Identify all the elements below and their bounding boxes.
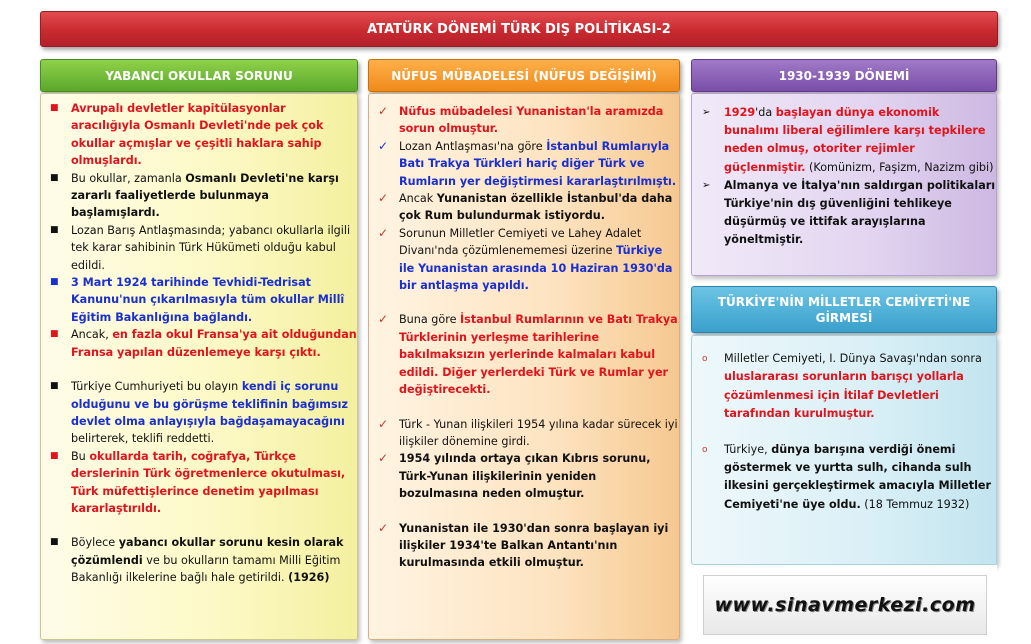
logo-box — [691, 565, 997, 644]
item-text: Buna göre — [399, 313, 461, 327]
list-item — [692, 177, 996, 250]
item-text: ve bu okulların tamamı Milli Eğitim Bakanlığı ilkelerine bağlı hale getirildi. — [71, 553, 341, 585]
list-foreign-schools — [41, 100, 357, 587]
item-text: 1929 — [724, 106, 756, 119]
item-text: belirterek, teklifi reddetti. — [71, 432, 215, 446]
list-item — [369, 190, 679, 225]
panel-population-exchange — [368, 93, 680, 640]
list-item — [369, 103, 679, 138]
item-text: en fazla okul Fransa'ya ait olduğundan Fransa yapılan düzenlemeye karşı çıktı. — [71, 328, 357, 359]
bullet-icon: ✓ — [378, 104, 389, 118]
header-1930-1939: 1930-1939 DÖNEMİ — [691, 59, 997, 92]
list-population-exchange — [369, 103, 679, 572]
item-text: (1926) — [288, 571, 330, 585]
item-text: okullarda tarih, coğrafya, Türkçe derslerinin Türk öğretmenlerce okutulması, Türk müfettişlerince denetim yapılması kararlaştırıldı. — [71, 449, 346, 515]
item-text: Osmanlı Devleti'ne karşı zararlı faaliyetlerde bulunmaya başlamışlardı. — [71, 171, 339, 220]
page-title: ATATÜRK DÖNEMİ TÜRK DIŞ POLİTİKASI-2 — [40, 11, 998, 47]
list-item — [41, 100, 357, 170]
item-text: Almanya ve İtalya'nın saldırgan politikaları Türkiye'nin dış güvenliğini tehlikeye düşürmüş ve ittifak arayışlarına yöneltmiştir. — [724, 178, 996, 247]
bullet-icon: ✓ — [378, 225, 389, 240]
list-item — [369, 138, 679, 190]
panel-foreign-schools — [40, 93, 358, 640]
item-text: başlayan dünya ekonomik bunalımı liberal eğilimlere karşı tepkilere neden olmuş, otoriter rejimler güçlenmiştir. — [724, 106, 986, 174]
bullet-icon: ■ — [50, 277, 59, 288]
bullet-icon: ■ — [50, 537, 59, 548]
item-text: Avrupalı devletler kapitülasyonlar aracılığıyla Osmanlı Devleti'nde pek çok okullar açmışlar ve çeşitli haklara sahip olmuşlardı. — [71, 102, 324, 168]
bullet-icon: ■ — [50, 329, 59, 340]
bullet-icon: ✓ — [378, 191, 389, 206]
item-text: Türk - Yunan ilişkileri 1954 yılına kadar sürecek iyi ilişkiler dönemine girdi. — [399, 417, 678, 448]
list-league-of-nations — [692, 350, 996, 514]
list-item — [692, 104, 996, 177]
bullet-icon: ■ — [50, 103, 59, 113]
item-text: (18 Temmuz 1932) — [860, 497, 970, 511]
bullet-icon: ✓ — [378, 138, 389, 153]
item-text: İstanbul Rumlarının ve Batı Trakya Türklerinin yerleşme tarihlerine bakılmaksızın yerlerinde kalmaları kabul edildi. Diğer yerlerdeki Türk ve Rumlar yer değiştirecekti. — [399, 313, 678, 397]
list-item — [41, 448, 357, 518]
logo-banner — [703, 575, 987, 635]
item-text: 'da — [755, 106, 776, 119]
list-item — [41, 274, 357, 326]
list-item — [369, 225, 679, 295]
item-text: Bu — [71, 449, 90, 463]
bullet-icon: ■ — [50, 450, 59, 461]
item-text: Ancak, — [71, 328, 113, 342]
item-text: Yunanistan ile 1930'dan sonra başlayan iyi ilişkiler 1934'te Balkan Antantı'nın kurulmasında etkili olmuştur. — [399, 521, 669, 570]
item-text: dünya barışına verdiği önemi göstermek ve yurtta sulh, cihanda sulh ilkesini gerçekleştirmek amacıyla Milletler Cemiyeti'ne üye oldu. — [724, 442, 992, 511]
item-text: İstanbul Rumlarıyla Batı Trakya Türkleri hariç diğer Türk ve Rumların yer değiştirmesi kararlaştırılmıştı. — [399, 139, 677, 188]
bullet-icon: ✓ — [378, 416, 389, 431]
bullet-icon: ■ — [50, 224, 59, 235]
item-text: Yunanistan özellikle İstanbul'da daha çok Rum bulundurmak istiyordu. — [399, 192, 673, 223]
panel-1930-1939 — [691, 93, 997, 276]
item-text: Milletler Cemiyeti, I. Dünya Savaşı'ndan sonra — [724, 352, 982, 365]
bullet-icon: ➢ — [702, 107, 711, 118]
item-text: kendi iç sorunu olduğunu ve bu görüşme teklifinin bağımsız devlet olma anlayışıyla bağdaşamayacağını — [71, 380, 348, 428]
list-1930-1939 — [692, 104, 996, 250]
bullet-icon: ➢ — [702, 179, 711, 191]
bullet-icon: ■ — [50, 381, 59, 392]
item-text: Türkiye Cumhuriyeti bu olayın — [71, 380, 242, 394]
list-item — [369, 520, 679, 572]
panel-league-of-nations — [691, 335, 997, 565]
bullet-icon: ✓ — [378, 312, 389, 327]
item-text: Türkiye ile Yunanistan arasında 10 Haziran 1930'da bir antlaşma yapıldı. — [399, 244, 673, 293]
item-text: yabancı okullar sorunu kesin olarak çözümlendi — [71, 536, 344, 567]
item-text: Lozan Barış Antlaşmasında; yabancı okullarla ilgili tek karar sahibinin Türk Hükümeti olduğu kabul edildi. — [71, 223, 351, 272]
site-logo-text: www.sinavmerkezi.com — [714, 594, 976, 616]
bullet-icon: ✓ — [378, 451, 389, 466]
list-item — [41, 534, 357, 586]
list-item — [41, 326, 357, 361]
item-text: Sorunun Milletler Cemiyeti ve Lahey Adalet Divanı'nda çözümlenememesi üzerine — [399, 226, 642, 258]
list-item — [692, 441, 996, 515]
header-foreign-schools: YABANCI OKULLAR SORUNU — [40, 59, 358, 92]
list-item — [369, 311, 679, 398]
item-text: Ancak — [399, 192, 437, 206]
item-text: 1954 yılında ortaya çıkan Kıbrıs sorunu, Türk-Yunan ilişkilerinin yeniden bozulmasına neden olmuştur. — [399, 452, 651, 501]
item-text: (Komünizm, Faşizm, Nazizm gibi) — [805, 160, 994, 174]
bullet-icon: ■ — [50, 172, 59, 183]
header-league-of-nations: TÜRKİYE'NİN MİLLETLER CEMİYETİ'NE GİRMESİ — [691, 286, 997, 333]
bullet-icon: o — [702, 354, 708, 364]
list-item — [369, 416, 679, 451]
item-text: Bu okullar, zamanla — [71, 171, 186, 185]
item-text: Böylece — [71, 536, 119, 550]
bullet-icon: o — [702, 444, 708, 455]
bullet-icon: ✓ — [378, 520, 389, 535]
item-text: Lozan Antlaşması'na göre — [399, 139, 547, 153]
header-population-exchange: NÜFUS MÜBADELESİ (NÜFUS DEĞİŞİMİ) — [368, 59, 680, 92]
list-item — [41, 222, 357, 274]
item-text: uluslararası sorunların barışçı yollarla çözümlenmesi için İtilaf Devletleri tarafından kurulmuştur. — [724, 370, 964, 421]
item-text: Nüfus mübadelesi Yunanistan'la aramızda sorun olmuştur. — [399, 105, 664, 136]
list-item — [692, 350, 996, 424]
list-item — [41, 170, 357, 222]
item-text: 3 Mart 1924 tarihinde Tevhidi-Tedrisat Kanunu'nun çıkarılmasıyla tüm okullar Millî Eğitim Bakanlığına bağlandı. — [71, 276, 345, 324]
item-text: Türkiye, — [724, 442, 772, 456]
list-item — [369, 450, 679, 502]
list-item — [41, 378, 357, 448]
